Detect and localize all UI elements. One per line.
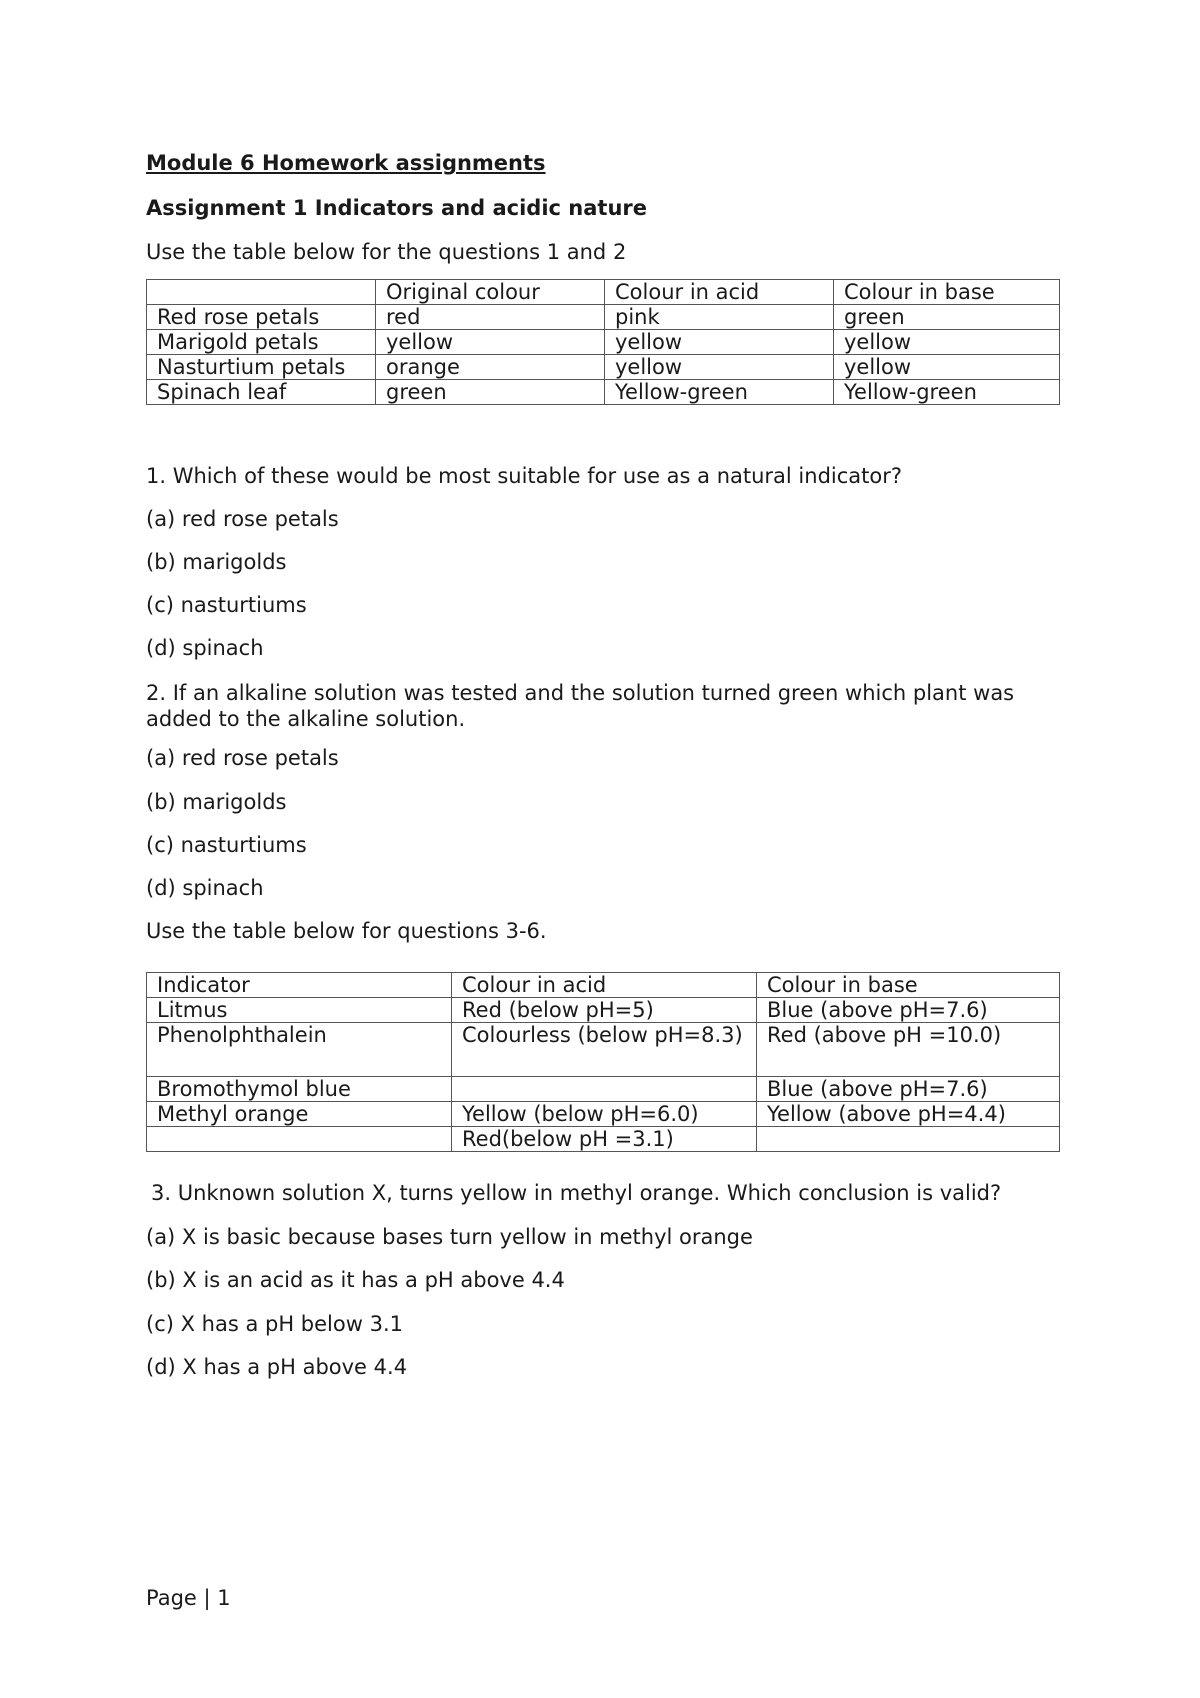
table-header-cell: Original colour <box>376 280 605 305</box>
table-header-cell: Colour in acid <box>605 280 834 305</box>
table-cell: green <box>834 305 1060 330</box>
table-row <box>147 380 1060 405</box>
table-row <box>147 1023 1060 1077</box>
table-cell: green <box>376 380 605 405</box>
table-row <box>147 1077 1060 1102</box>
page-footer: Page | 1 <box>146 1586 231 1610</box>
table-cell: Marigold petals <box>147 330 376 355</box>
q3-option-d: (d) X has a pH above 4.4 <box>146 1355 408 1379</box>
question-2: 2. If an alkaline solution was tested and the solution turned green which plant was added to the alkaline solution. <box>146 681 1015 731</box>
table-cell: Nasturtium petals <box>147 355 376 380</box>
table-cell: Colourless (below pH=8.3) <box>452 1023 757 1077</box>
table-cell: orange <box>376 355 605 380</box>
plant-indicator-table <box>146 279 1060 405</box>
table-cell: Red (above pH =10.0) <box>757 1023 1060 1077</box>
q3-option-c: (c) X has a pH below 3.1 <box>146 1312 403 1336</box>
q1-option-d: (d) spinach <box>146 636 264 660</box>
table-cell: yellow <box>834 330 1060 355</box>
table-cell: Blue (above pH=7.6) <box>757 998 1060 1023</box>
table-cell: Methyl orange <box>147 1102 452 1127</box>
question-1: 1. Which of these would be most suitable for use as a natural indicator? <box>146 464 903 488</box>
table-cell: Yellow (below pH=6.0) <box>452 1102 757 1127</box>
table-header-cell: Colour in acid <box>452 973 757 998</box>
q2-option-c: (c) nasturtiums <box>146 833 307 857</box>
table-row <box>147 998 1060 1023</box>
table-cell: Red rose petals <box>147 305 376 330</box>
table-cell: yellow <box>376 330 605 355</box>
table-cell: Blue (above pH=7.6) <box>757 1077 1060 1102</box>
table-cell: pink <box>605 305 834 330</box>
table-cell: Yellow (above pH=4.4) <box>757 1102 1060 1127</box>
table-row <box>147 1102 1060 1127</box>
table2-intro: Use the table below for questions 3-6. <box>146 919 547 943</box>
chemical-indicator-table <box>146 972 1060 1152</box>
table-header-cell: Colour in base <box>757 973 1060 998</box>
table1-intro: Use the table below for the questions 1 and 2 <box>146 240 627 264</box>
table-header-row <box>147 973 1060 998</box>
question-3: 3. Unknown solution X, turns yellow in methyl orange. Which conclusion is valid? <box>151 1181 1002 1205</box>
table-cell: Red(below pH =3.1) <box>452 1127 757 1152</box>
table-header-cell: Indicator <box>147 973 452 998</box>
document-title: Module 6 Homework assignments <box>146 151 546 175</box>
q3-option-a: (a) X is basic because bases turn yellow in methyl orange <box>146 1225 753 1249</box>
table-cell: Yellow-green <box>605 380 834 405</box>
q2-option-b: (b) marigolds <box>146 790 287 814</box>
table-row <box>147 330 1060 355</box>
table-cell: Phenolphthalein <box>147 1023 452 1077</box>
q2-option-d: (d) spinach <box>146 876 264 900</box>
table-cell: Red (below pH=5) <box>452 998 757 1023</box>
table-header-row <box>147 280 1060 305</box>
q1-option-a: (a) red rose petals <box>146 507 339 531</box>
table-cell <box>452 1077 757 1102</box>
table-cell <box>147 1127 452 1152</box>
table-cell <box>757 1127 1060 1152</box>
table-cell: red <box>376 305 605 330</box>
table-row <box>147 305 1060 330</box>
table-header-cell: Colour in base <box>834 280 1060 305</box>
table-cell: Spinach leaf <box>147 380 376 405</box>
table-cell: yellow <box>605 330 834 355</box>
table-row <box>147 1127 1060 1152</box>
q1-option-c: (c) nasturtiums <box>146 593 307 617</box>
table-cell: Yellow-green <box>834 380 1060 405</box>
table-cell: Litmus <box>147 998 452 1023</box>
table-header-cell <box>147 280 376 305</box>
assignment-title: Assignment 1 Indicators and acidic nature <box>146 196 648 220</box>
table-cell: yellow <box>605 355 834 380</box>
table-cell: Bromothymol blue <box>147 1077 452 1102</box>
q2-option-a: (a) red rose petals <box>146 746 339 770</box>
table-cell: yellow <box>834 355 1060 380</box>
q1-option-b: (b) marigolds <box>146 550 287 574</box>
table-row <box>147 355 1060 380</box>
q3-option-b: (b) X is an acid as it has a pH above 4.4 <box>146 1268 565 1292</box>
